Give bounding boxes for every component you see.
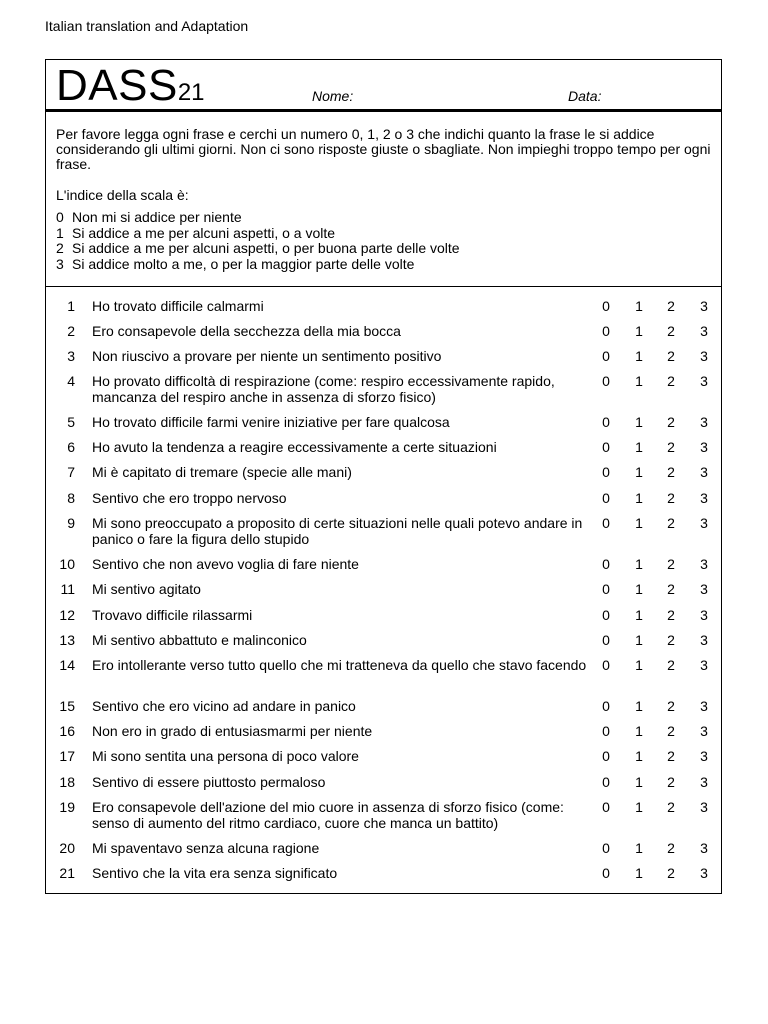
answer-option-3[interactable]: 3 (700, 581, 708, 597)
question-text: Ero consapevole della secchezza della mia bocca (92, 323, 401, 339)
answer-option-2[interactable]: 2 (667, 657, 675, 673)
question-number: 14 (59, 657, 75, 673)
answer-option-0[interactable]: 0 (602, 439, 610, 455)
answer-option-1[interactable]: 1 (635, 698, 643, 714)
answer-option-0[interactable]: 0 (602, 556, 610, 572)
answer-option-1[interactable]: 1 (635, 840, 643, 856)
answer-option-2[interactable]: 2 (667, 464, 675, 480)
answer-option-1[interactable]: 1 (635, 607, 643, 623)
question-number: 15 (59, 698, 75, 714)
answer-option-2[interactable]: 2 (667, 774, 675, 790)
answer-option-2[interactable]: 2 (667, 799, 675, 815)
answer-option-2[interactable]: 2 (667, 632, 675, 648)
answer-option-2[interactable]: 2 (667, 865, 675, 881)
answer-option-3[interactable]: 3 (700, 464, 708, 480)
scale-value: 0 (56, 209, 64, 225)
answer-option-3[interactable]: 3 (700, 657, 708, 673)
answer-option-1[interactable]: 1 (635, 348, 643, 364)
question-text: Ho trovato difficile farmi venire iniziative per fare qualcosa (92, 414, 450, 430)
answer-option-1[interactable]: 1 (635, 748, 643, 764)
answer-option-0[interactable]: 0 (602, 490, 610, 506)
answer-option-0[interactable]: 0 (602, 323, 610, 339)
answer-option-0[interactable]: 0 (602, 799, 610, 815)
question-number: 13 (59, 632, 75, 648)
question-text: Sentivo che non avevo voglia di fare niente (92, 556, 359, 572)
page-header: Italian translation and Adaptation (45, 18, 249, 34)
scale-entry (56, 257, 460, 273)
answer-option-1[interactable]: 1 (635, 515, 643, 531)
answer-option-0[interactable]: 0 (602, 348, 610, 364)
answer-option-0[interactable]: 0 (602, 698, 610, 714)
question-number: 11 (60, 581, 75, 597)
answer-option-1[interactable]: 1 (635, 414, 643, 430)
question-text: Non riuscivo a provare per niente un sentimento positivo (92, 348, 442, 364)
answer-option-2[interactable]: 2 (667, 840, 675, 856)
question-number: 1 (67, 298, 75, 314)
question-number: 21 (59, 865, 75, 881)
answer-option-0[interactable]: 0 (602, 373, 610, 389)
question-text: Ero intollerante verso tutto quello che mi tratteneva da quello che stavo facendo (92, 657, 587, 673)
scale-entry (56, 241, 460, 257)
question-text: Sentivo di essere piuttosto permaloso (92, 774, 326, 790)
question-text: Mi è capitato di tremare (specie alle mani) (92, 464, 352, 480)
answer-option-3[interactable]: 3 (700, 632, 708, 648)
answer-option-2[interactable]: 2 (667, 723, 675, 739)
question-number: 2 (67, 323, 75, 339)
form-title-suffix: 21 (177, 79, 205, 106)
scale-description: Si addice a me per alcuni aspetti, o a volte (72, 224, 336, 241)
question-number: 4 (67, 373, 75, 389)
answer-option-3[interactable]: 3 (700, 698, 708, 714)
answer-option-3[interactable]: 3 (700, 607, 708, 623)
answer-option-0[interactable]: 0 (602, 865, 610, 881)
answer-option-0[interactable]: 0 (602, 298, 610, 314)
answer-option-2[interactable]: 2 (667, 439, 675, 455)
answer-option-0[interactable]: 0 (602, 515, 610, 531)
question-number: 19 (59, 799, 75, 815)
instructions: Per favore legga ogni frase e cerchi un numero 0, 1, 2 o 3 che indichi quanto la frase le si addice considerando gli ultimi giorni. Non ci sono risposte giuste o sbagliate. Non impieghi troppo tempo per ogni frase. (56, 126, 711, 172)
question-text: Mi sentivo abbattuto e malinconico (92, 632, 307, 648)
scale-value: 1 (56, 224, 64, 241)
answer-option-3[interactable]: 3 (700, 490, 708, 506)
answer-option-0[interactable]: 0 (602, 581, 610, 597)
question-text: Ho provato difficoltà di respirazione (come: respiro eccessivamente rapido, mancanza del respiro anche in assenza di sforzo fisico) (92, 373, 555, 405)
answer-option-0[interactable]: 0 (602, 607, 610, 623)
answer-option-0[interactable]: 0 (602, 723, 610, 739)
question-number: 9 (67, 515, 75, 531)
question-text: Mi sentivo agitato (92, 581, 201, 597)
answer-option-0[interactable]: 0 (602, 774, 610, 790)
question-number: 20 (59, 840, 75, 856)
answer-option-2[interactable]: 2 (667, 414, 675, 430)
form-title (56, 62, 205, 117)
answer-option-1[interactable]: 1 (635, 774, 643, 790)
question-number: 16 (59, 723, 75, 739)
answer-option-3[interactable]: 3 (700, 323, 708, 339)
answer-option-1[interactable]: 1 (635, 439, 643, 455)
answer-option-1[interactable]: 1 (635, 865, 643, 881)
answer-option-1[interactable]: 1 (635, 723, 643, 739)
scale-value: 2 (56, 240, 64, 256)
scale-description: Si addice molto a me, o per la maggior parte delle volte (72, 255, 415, 272)
answer-option-2[interactable]: 2 (667, 373, 675, 389)
answer-option-1[interactable]: 1 (635, 556, 643, 572)
answer-option-3[interactable]: 3 (700, 556, 708, 572)
answer-option-3[interactable]: 3 (700, 774, 708, 790)
dass21-form (45, 59, 722, 894)
answer-option-3[interactable]: 3 (700, 748, 708, 764)
question-number: 3 (67, 348, 75, 364)
answer-option-3[interactable]: 3 (700, 865, 708, 881)
answer-option-0[interactable]: 0 (602, 657, 610, 673)
answer-option-1[interactable]: 1 (635, 581, 643, 597)
answer-option-2[interactable]: 2 (667, 748, 675, 764)
question-text: Sentivo che ero troppo nervoso (92, 490, 287, 506)
answer-option-3[interactable]: 3 (700, 515, 708, 531)
answer-option-2[interactable]: 2 (667, 298, 675, 314)
answer-option-3[interactable]: 3 (700, 373, 708, 389)
question-text: Ho avuto la tendenza a reagire eccessivamente a certe situazioni (92, 439, 497, 455)
answer-option-1[interactable]: 1 (635, 373, 643, 389)
answer-option-2[interactable]: 2 (667, 323, 675, 339)
answer-option-3[interactable]: 3 (700, 723, 708, 739)
answer-option-0[interactable]: 0 (602, 464, 610, 480)
answer-option-1[interactable]: 1 (635, 657, 643, 673)
answer-option-1[interactable]: 1 (635, 632, 643, 648)
question-text: Sentivo che ero vicino ad andare in panico (92, 698, 356, 714)
scale-entry (56, 226, 460, 242)
answer-option-0[interactable]: 0 (602, 748, 610, 764)
answer-option-2[interactable]: 2 (667, 515, 675, 531)
question-text: Mi spaventavo senza alcuna ragione (92, 840, 320, 856)
form-title-row (46, 60, 721, 112)
answer-option-3[interactable]: 3 (700, 414, 708, 430)
answer-option-0[interactable]: 0 (602, 414, 610, 430)
section-divider (46, 286, 721, 287)
answer-option-1[interactable]: 1 (635, 799, 643, 815)
scale-value: 3 (56, 255, 64, 272)
question-number: 12 (59, 607, 75, 623)
answer-option-2[interactable]: 2 (667, 556, 675, 572)
scale-description: Non mi si addice per niente (72, 209, 242, 225)
question-number: 5 (67, 414, 75, 430)
answer-option-2[interactable]: 2 (667, 490, 675, 506)
name-field-label[interactable]: Nome: (312, 88, 354, 104)
question-text: Ero consapevole dell'azione del mio cuore in assenza di sforzo fisico (come: senso di aumento del ritmo cardiaco, cuore che manca un battito) (92, 799, 564, 831)
question-number: 17 (59, 748, 75, 764)
answer-option-2[interactable]: 2 (667, 581, 675, 597)
question-number: 8 (67, 490, 75, 506)
question-number: 10 (59, 556, 75, 572)
answer-option-3[interactable]: 3 (700, 298, 708, 314)
date-field-label[interactable]: Data: (568, 88, 602, 104)
answer-option-1[interactable]: 1 (635, 490, 643, 506)
answer-option-3[interactable]: 3 (700, 799, 708, 815)
question-text: Ho trovato difficile calmarmi (92, 298, 264, 314)
scale-legend (56, 210, 460, 272)
answer-option-1[interactable]: 1 (635, 323, 643, 339)
answer-option-3[interactable]: 3 (700, 840, 708, 856)
answer-option-2[interactable]: 2 (667, 607, 675, 623)
answer-option-0[interactable]: 0 (602, 840, 610, 856)
answer-option-2[interactable]: 2 (667, 698, 675, 714)
answer-option-3[interactable]: 3 (700, 439, 708, 455)
question-text: Trovavo difficile rilassarmi (92, 607, 253, 623)
question-text: Non ero in grado di entusiasmarmi per niente (92, 723, 373, 739)
answer-option-0[interactable]: 0 (602, 632, 610, 648)
form-title-text: DASS (56, 61, 178, 110)
question-text: Mi sono preoccupato a proposito di certe situazioni nelle quali potevo andare in panico o fare la figura dello stupido (92, 515, 583, 547)
answer-option-2[interactable]: 2 (667, 348, 675, 364)
answer-option-3[interactable]: 3 (700, 348, 708, 364)
question-number: 7 (67, 464, 75, 480)
question-text: Sentivo che la vita era senza significato (92, 865, 338, 881)
question-text: Mi sono sentita una persona di poco valore (92, 748, 359, 764)
answer-option-1[interactable]: 1 (635, 298, 643, 314)
scale-entry (56, 210, 460, 226)
scale-title: L'indice della scala è: (56, 187, 189, 203)
scale-description: Si addice a me per alcuni aspetti, o per buona parte delle volte (72, 240, 460, 256)
answer-option-1[interactable]: 1 (635, 464, 643, 480)
question-number: 18 (59, 774, 75, 790)
question-number: 6 (67, 439, 75, 455)
